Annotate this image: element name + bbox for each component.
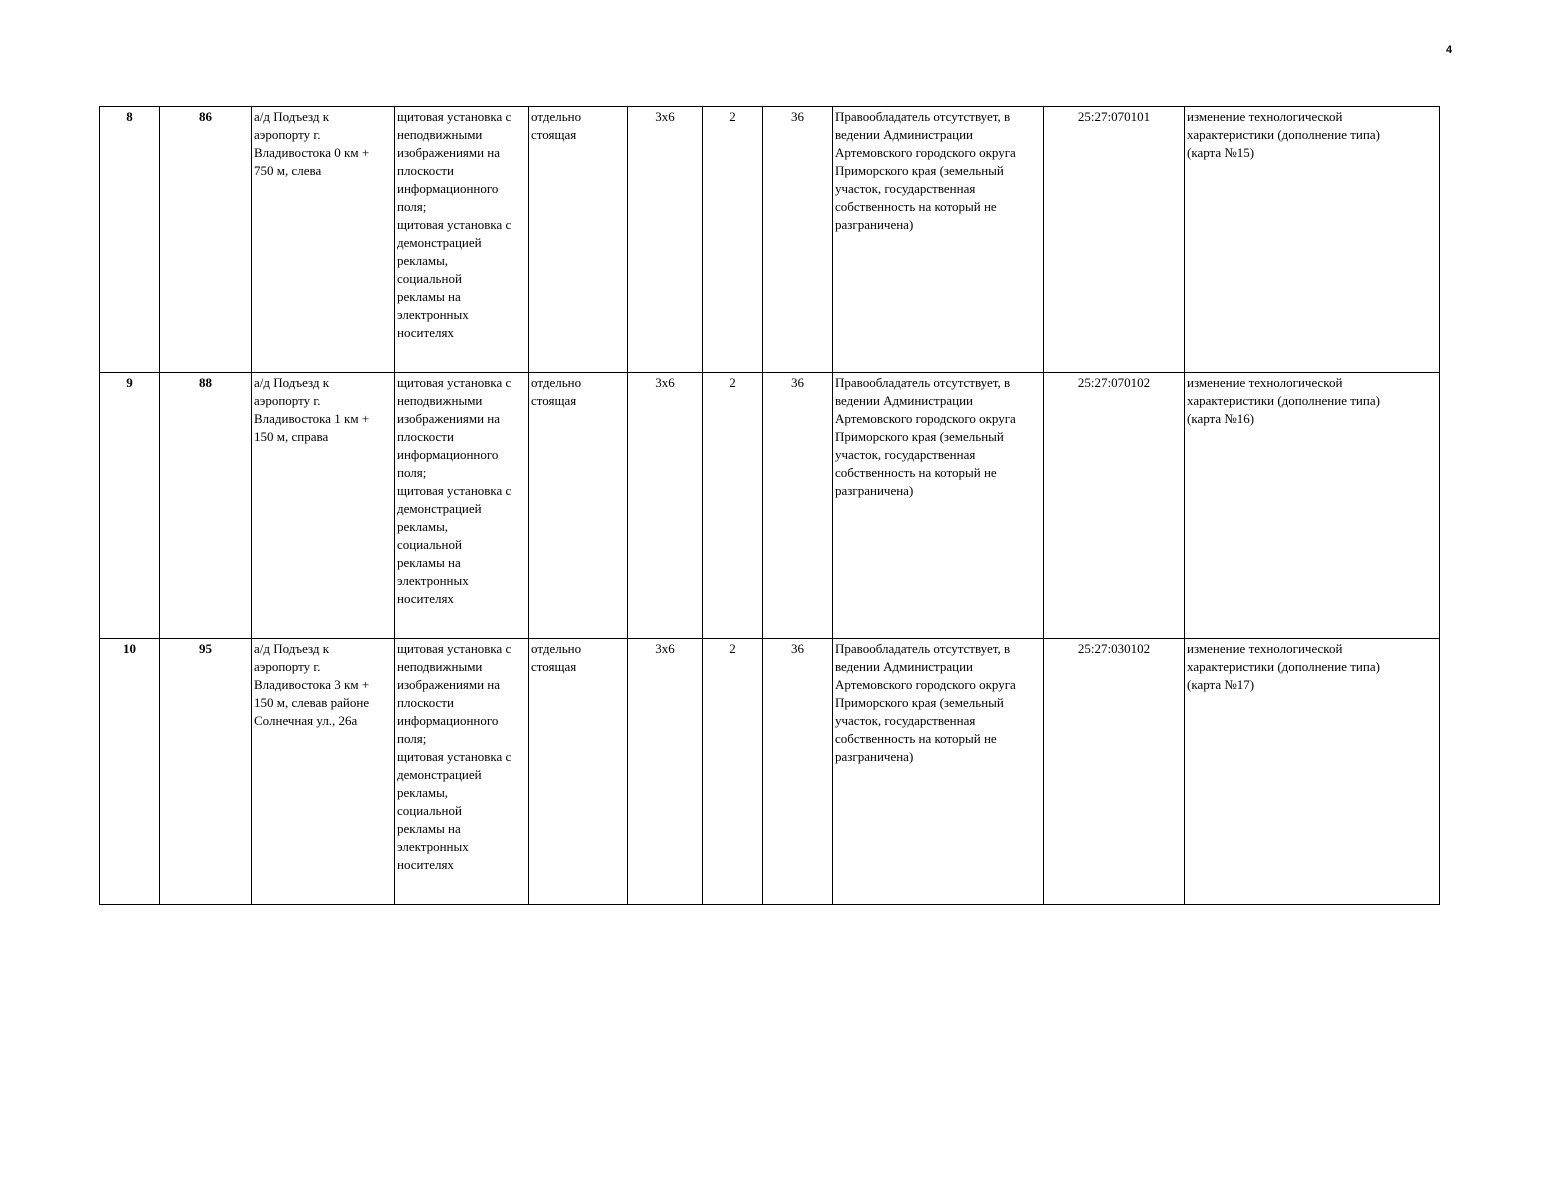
cadastral-block-cell: 25:27:070102 [1044,373,1185,639]
structure-type-cell: щитовая установка с неподвижными изображениями на плоскости информационного поля; щитовая установка с демонстрацией рекламы, социальной рекламы на электронных носителях [395,373,529,639]
sides-count-cell: 2 [703,107,763,373]
area-cell: 36 [763,639,833,905]
table-row [100,107,1440,373]
owner-cell: Правообладатель отсутствует, в ведении Администрации Артемовского городского округа Приморского края (земельный участок, государственная собственность на который не разграничена) [833,639,1044,905]
note-cell: изменение технологической характеристики (дополнение типа) (карта №16) [1185,373,1440,639]
cadastral-block-cell: 25:27:030102 [1044,639,1185,905]
table-row [100,373,1440,639]
sides-count-cell: 2 [703,373,763,639]
structure-id-cell: 88 [160,373,252,639]
sides-count-cell: 2 [703,639,763,905]
owner-cell: Правообладатель отсутствует, в ведении Администрации Артемовского городского округа Приморского края (земельный участок, государственная собственность на который не разграничена) [833,373,1044,639]
size-cell: 3х6 [628,107,703,373]
structure-type-cell: щитовая установка с неподвижными изображениями на плоскости информационного поля; щитовая установка с демонстрацией рекламы, социальной рекламы на электронных носителях [395,639,529,905]
row-number-cell: 9 [100,373,160,639]
row-number-cell: 8 [100,107,160,373]
size-cell: 3х6 [628,373,703,639]
note-cell: изменение технологической характеристики (дополнение типа) (карта №17) [1185,639,1440,905]
placement-cell: отдельно стоящая [529,373,628,639]
note-cell: изменение технологической характеристики (дополнение типа) (карта №15) [1185,107,1440,373]
area-cell: 36 [763,107,833,373]
location-cell: а/д Подъезд к аэропорту г. Владивостока 1 км + 150 м, справа [252,373,395,639]
placement-cell: отдельно стоящая [529,107,628,373]
owner-cell: Правообладатель отсутствует, в ведении Администрации Артемовского городского округа Приморского края (земельный участок, государственная собственность на который не разграничена) [833,107,1044,373]
row-number-cell: 10 [100,639,160,905]
structure-id-cell: 95 [160,639,252,905]
structure-id-cell: 86 [160,107,252,373]
structure-type-cell: щитовая установка с неподвижными изображениями на плоскости информационного поля; щитовая установка с демонстрацией рекламы, социальной рекламы на электронных носителях [395,107,529,373]
location-cell: а/д Подъезд к аэропорту г. Владивостока 3 км + 150 м, слевав районе Солнечная ул., 26а [252,639,395,905]
size-cell: 3х6 [628,639,703,905]
location-cell: а/д Подъезд к аэропорту г. Владивостока 0 км + 750 м, слева [252,107,395,373]
area-cell: 36 [763,373,833,639]
cadastral-block-cell: 25:27:070101 [1044,107,1185,373]
table-row [100,639,1440,905]
page-number: 4 [1446,44,1453,56]
advertising-registry-table [99,106,1440,905]
placement-cell: отдельно стоящая [529,639,628,905]
